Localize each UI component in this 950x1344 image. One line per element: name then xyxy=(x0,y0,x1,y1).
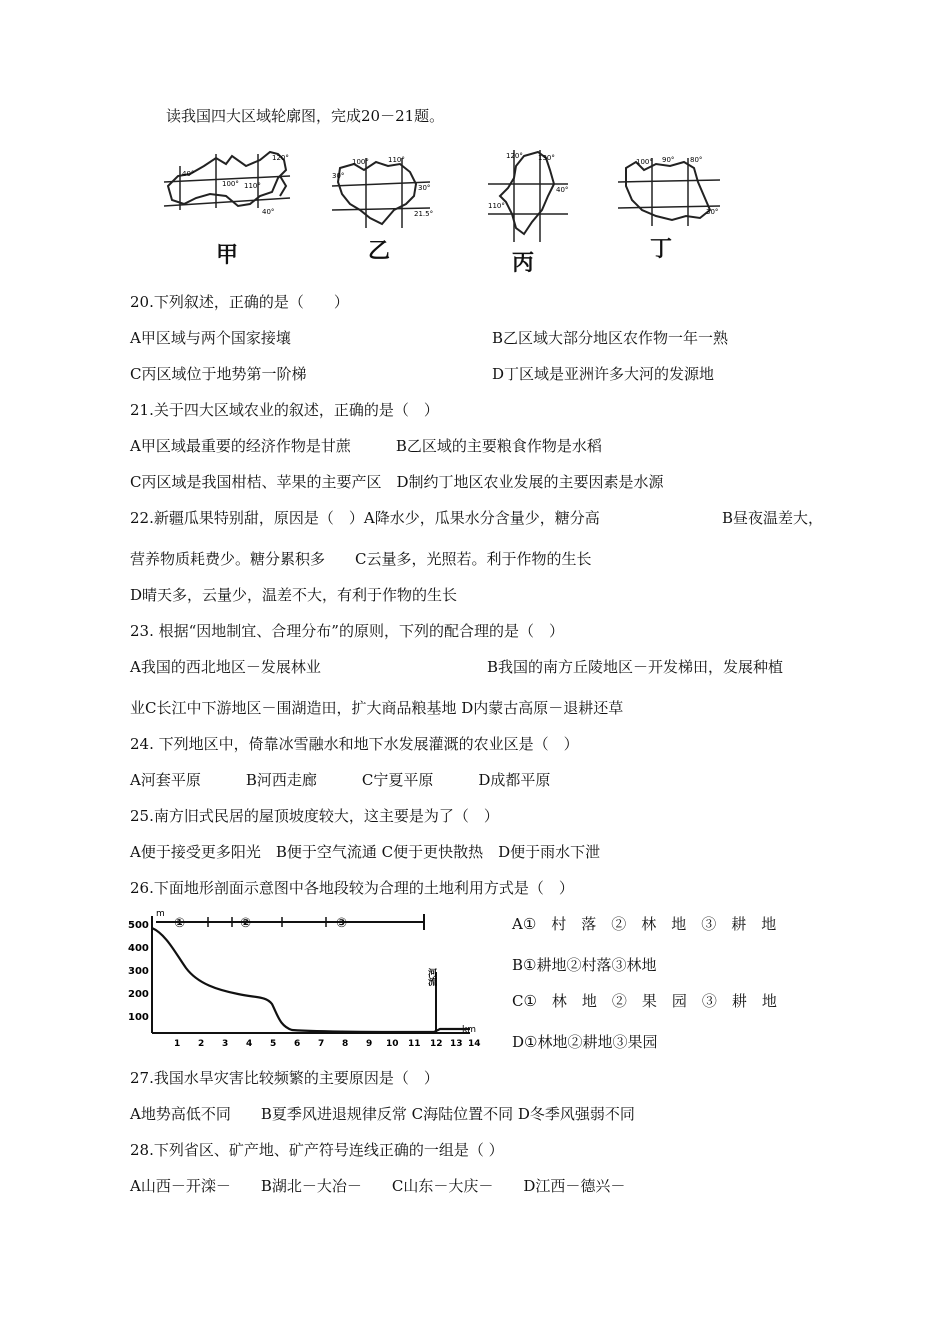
q22-option-d: D晴天多，云量少，温差不大，有利于作物的生长 xyxy=(130,586,458,604)
ding-deg-4: 30° xyxy=(706,208,719,216)
q20-option-a: A甲区域与两个国家接壤 xyxy=(130,329,291,347)
profile-y-ticks xyxy=(128,920,149,1023)
x-tick: 9 xyxy=(366,1039,373,1049)
q27-stem: 27.我国水旱灾害比较频繁的主要原因是（ ） xyxy=(130,1069,439,1087)
jia-deg-5: 40° xyxy=(262,208,275,216)
segment-3-label: ③ xyxy=(336,916,348,931)
jia-deg-3: 110° xyxy=(244,182,261,190)
yi-deg-2: 110° xyxy=(388,156,405,164)
q21-options-ab: A甲区域最重要的经济作物是甘蔗 B乙区域的主要粮食作物是水稻 xyxy=(130,437,602,455)
q26-option-c: C① 林 地 ② 果 园 ③ 耕 地 xyxy=(512,992,777,1010)
profile-x-unit: km xyxy=(462,1025,476,1035)
q28-options: A山西－开滦－ B湖北－大冶－ C山东－大庆－ D江西－德兴－ xyxy=(130,1177,626,1195)
region-outline-maps xyxy=(160,146,760,276)
q28-stem: 28.下列省区、矿产地、矿产符号连线正确的一组是（ ） xyxy=(130,1141,504,1159)
bing-deg-2: 130° xyxy=(538,154,555,162)
bing-deg-3: 40° xyxy=(556,186,569,194)
profile-y-unit: m xyxy=(156,909,165,919)
map-yi xyxy=(330,154,440,234)
x-tick: 7 xyxy=(318,1039,325,1049)
ding-deg-2: 90° xyxy=(662,156,675,164)
segment-1-label: ① xyxy=(174,916,186,931)
x-tick: 12 xyxy=(430,1039,443,1049)
bing-deg-1: 120° xyxy=(506,152,523,160)
q20-option-d: D丁区域是亚洲许多大河的发源地 xyxy=(492,365,715,383)
yi-deg-5: 21.5° xyxy=(414,210,434,218)
q21-options-cd: C丙区域是我国柑桔、苹果的主要产区 D制约丁地区农业发展的主要因素是水源 xyxy=(130,473,664,491)
q26-option-a: A① 村 落 ② 林 地 ③ 耕 地 xyxy=(512,915,777,933)
q26-option-b: B①耕地②村落③林地 xyxy=(512,956,657,974)
q23-line-2: 业C长江中下游地区－围湖造田，扩大商品粮基地 D内蒙古高原－退耕还草 xyxy=(130,699,624,717)
terrain-profile-diagram xyxy=(122,908,482,1058)
map-bing xyxy=(484,148,574,244)
x-tick: 8 xyxy=(342,1039,349,1049)
q20-option-b: B乙区域大部分地区农作物一年一熟 xyxy=(492,329,729,347)
x-tick: 4 xyxy=(246,1039,253,1049)
intro-text: 读我国四大区域轮廓图，完成20－21题。 xyxy=(166,107,445,125)
q22-stem: 22.新疆瓜果特别甜，原因是（ ）A降水少，瓜果水分含量少，糖分高 xyxy=(130,509,600,527)
q20-stem: 20.下列叙述，正确的是（ ） xyxy=(130,293,349,311)
map-label-ding: 丁 xyxy=(650,237,673,262)
x-tick: 14 xyxy=(468,1039,481,1049)
ding-deg-1: 100° xyxy=(636,158,653,166)
q20-option-c: C丙区域位于地势第一阶梯 xyxy=(130,365,307,383)
river-label: 河流 xyxy=(426,968,436,986)
x-tick: 5 xyxy=(270,1039,277,1049)
y-tick: 400 xyxy=(128,943,149,954)
yi-deg-3: 30° xyxy=(332,172,345,180)
yi-deg-4: 30° xyxy=(418,184,431,192)
map-ding xyxy=(616,154,726,234)
q25-stem: 25.南方旧式民居的屋顶坡度较大，这主要是为了（ ） xyxy=(130,807,499,825)
x-tick: 3 xyxy=(222,1039,229,1049)
q22-line-2: 营养物质耗费少。糖分累积多 C云量多，光照若。利于作物的生长 xyxy=(130,550,592,568)
map-label-yi: 乙 xyxy=(368,239,391,264)
x-tick: 11 xyxy=(408,1039,421,1049)
map-label-bing: 丙 xyxy=(512,251,535,276)
q27-options: A地势高低不同 B夏季风进退规律反常 C海陆位置不同 D冬季风强弱不同 xyxy=(130,1105,635,1123)
x-tick: 1 xyxy=(174,1039,181,1049)
yi-deg-1: 100° xyxy=(352,158,369,166)
x-tick: 2 xyxy=(198,1039,205,1049)
q26-stem: 26.下面地形剖面示意图中各地段较为合理的土地利用方式是（ ） xyxy=(130,879,574,897)
q24-stem: 24. 下列地区中，倚靠冰雪融水和地下水发展灌溉的农业区是（ ） xyxy=(130,735,579,753)
q23-option-b: B我国的南方丘陵地区－开发梯田，发展种植 xyxy=(487,658,784,676)
jia-deg-4: 100° xyxy=(222,180,239,188)
y-tick: 300 xyxy=(128,966,149,977)
y-tick: 200 xyxy=(128,989,149,1000)
ding-deg-3: 80° xyxy=(690,156,703,164)
map-jia xyxy=(160,146,310,226)
profile-x-ticks xyxy=(174,1039,481,1049)
jia-deg-1: 40° xyxy=(182,170,195,178)
segment-2-label: ② xyxy=(240,916,252,931)
q24-options: A河套平原 B河西走廊 C宁夏平原 D成都平原 xyxy=(130,771,551,789)
y-tick: 100 xyxy=(128,1012,149,1023)
y-tick: 500 xyxy=(128,920,149,931)
q23-stem: 23. 根据“因地制宜、合理分布”的原则，下列的配合理的是（ ） xyxy=(130,622,564,640)
q22-option-b: B昼夜温差大， xyxy=(722,509,824,527)
x-tick: 10 xyxy=(386,1039,399,1049)
x-tick: 6 xyxy=(294,1039,301,1049)
map-label-jia: 甲 xyxy=(216,243,239,268)
x-tick: 13 xyxy=(450,1039,463,1049)
q26-option-d: D①林地②耕地③果园 xyxy=(512,1033,658,1051)
q21-stem: 21.关于四大区域农业的叙述，正确的是（ ） xyxy=(130,401,439,419)
q25-options: A便于接受更多阳光 B便于空气流通 C便于更快散热 D便于雨水下泄 xyxy=(130,843,601,861)
terrain-profile-line xyxy=(152,928,470,1032)
q23-option-a: A我国的西北地区－发展林业 xyxy=(130,658,321,676)
jia-deg-2: 120° xyxy=(272,154,289,162)
bing-deg-4: 110° xyxy=(488,202,505,210)
